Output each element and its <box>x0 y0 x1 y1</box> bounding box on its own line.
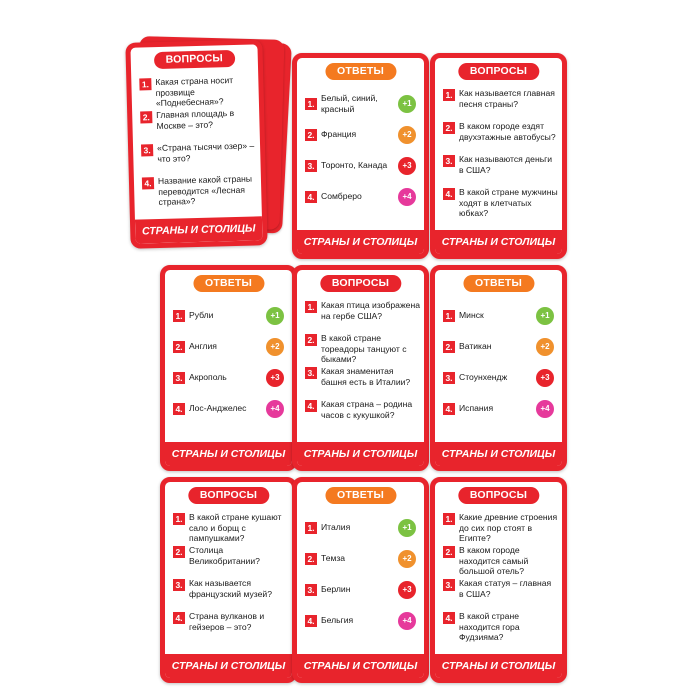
answer-item <box>443 362 554 393</box>
answer-list <box>305 512 416 636</box>
question-text: Какие древние строения до сих пор стоят в Египте? <box>459 512 558 544</box>
question-text: В какой стране кушают сало и борщ с пампушками? <box>189 512 282 544</box>
answer-item <box>305 605 416 636</box>
question-list <box>443 512 558 651</box>
card-header <box>130 44 258 71</box>
question-text: В какой стране тореадоры танцуют с быками? <box>321 333 407 365</box>
question-item <box>142 173 258 216</box>
item-number-badge: 2. <box>443 341 455 353</box>
points-badge: +3 <box>266 369 284 387</box>
question-card <box>125 39 267 249</box>
points-badge: +4 <box>398 188 416 206</box>
item-number-badge: 4. <box>305 400 317 412</box>
answer-text: Бельгия <box>321 615 354 626</box>
card-footer-category: СТРАНЫ И СТОЛИЦЫ <box>165 442 292 466</box>
answer-text: Акрополь <box>189 372 227 383</box>
answer-text: Франция <box>321 129 357 140</box>
questions-title-badge: ВОПРОСЫ <box>320 275 401 292</box>
item-number-badge: 4. <box>173 403 185 415</box>
question-item <box>443 187 558 227</box>
answer-list <box>173 300 284 424</box>
answer-item <box>305 119 416 150</box>
question-text: Как называются деньги в США? <box>459 154 553 175</box>
item-number-badge: 4. <box>142 177 154 189</box>
answer-text: Рубли <box>189 310 214 321</box>
item-number-badge: 4. <box>443 612 455 624</box>
answer-item <box>173 300 284 331</box>
item-number-badge: 2. <box>173 341 185 353</box>
answer-card <box>160 265 297 471</box>
item-number-badge: 2. <box>443 122 455 134</box>
points-badge: +4 <box>398 612 416 630</box>
question-item <box>141 140 257 176</box>
question-item <box>443 578 558 611</box>
answer-item <box>443 393 554 424</box>
answer-list <box>443 300 554 424</box>
question-text: Главная площадь в Москве – это? <box>156 108 235 131</box>
question-item <box>443 545 558 578</box>
question-text: В каком городе находится самый большой отель? <box>459 545 529 577</box>
question-text: Как называется главная песня страны? <box>459 88 555 109</box>
answer-text: Темза <box>321 553 346 564</box>
question-list <box>443 88 558 227</box>
question-item <box>443 512 558 545</box>
item-number-badge: 3. <box>173 372 185 384</box>
answers-title-badge: ОТВЕТЫ <box>193 275 264 292</box>
item-number-badge: 3. <box>305 584 317 596</box>
question-item <box>443 154 558 187</box>
points-badge: +4 <box>266 400 284 418</box>
item-number-badge: 1. <box>443 310 455 322</box>
question-item <box>140 107 256 143</box>
card-header <box>297 58 424 82</box>
item-number-badge: 3. <box>443 372 455 384</box>
question-item <box>443 121 558 154</box>
question-text: Название какой страны переводится «Лесная страна»? <box>157 173 253 208</box>
points-badge: +3 <box>398 581 416 599</box>
question-list <box>305 300 420 439</box>
card-footer-category: СТРАНЫ И СТОЛИЦЫ <box>135 216 263 243</box>
question-text: В какой стране мужчины ходят в клетчатых юбках? <box>459 187 558 219</box>
item-number-badge: 1. <box>139 78 151 90</box>
question-item <box>305 300 420 333</box>
card-footer-category: СТРАНЫ И СТОЛИЦЫ <box>435 654 562 678</box>
answer-item <box>305 543 416 574</box>
answer-item <box>305 574 416 605</box>
item-number-badge: 3. <box>173 579 185 591</box>
item-number-badge: 4. <box>305 191 317 203</box>
card-header <box>165 270 292 294</box>
card-header <box>435 270 562 294</box>
question-card <box>160 477 297 683</box>
answer-item <box>173 331 284 362</box>
points-badge: +1 <box>536 307 554 325</box>
item-number-badge: 3. <box>141 144 153 156</box>
item-number-badge: 2. <box>305 129 317 141</box>
question-text: Как называется французский музей? <box>189 578 272 599</box>
answer-item <box>443 331 554 362</box>
points-badge: +1 <box>398 519 416 537</box>
item-number-badge: 1. <box>305 98 317 110</box>
points-badge: +1 <box>266 307 284 325</box>
answer-text: Лос-Анджелес <box>189 403 247 414</box>
answer-item <box>173 393 284 424</box>
question-text: Страна вулканов и гейзеров – это? <box>189 611 265 632</box>
item-number-badge: 4. <box>443 188 455 200</box>
question-item <box>443 88 558 121</box>
question-card <box>430 477 567 683</box>
question-item <box>173 611 288 651</box>
answer-list <box>305 88 416 212</box>
points-badge: +2 <box>398 126 416 144</box>
points-badge: +1 <box>398 95 416 113</box>
item-number-badge: 4. <box>173 612 185 624</box>
card-header <box>165 482 292 506</box>
item-number-badge: 2. <box>173 546 185 558</box>
item-number-badge: 1. <box>305 301 317 313</box>
answer-item <box>443 300 554 331</box>
question-item <box>305 333 420 366</box>
card-footer-category: СТРАНЫ И СТОЛИЦЫ <box>297 654 424 678</box>
item-number-badge: 2. <box>305 553 317 565</box>
questions-title-badge: ВОПРОСЫ <box>188 487 269 504</box>
item-number-badge: 2. <box>140 111 152 123</box>
question-text: Столица Великобритании? <box>189 545 260 566</box>
points-badge: +2 <box>398 550 416 568</box>
card-footer-category: СТРАНЫ И СТОЛИЦЫ <box>165 654 292 678</box>
card-footer-category: СТРАНЫ И СТОЛИЦЫ <box>435 442 562 466</box>
answer-text: Италия <box>321 522 351 533</box>
item-number-badge: 1. <box>443 513 455 525</box>
answer-item <box>305 512 416 543</box>
points-badge: +3 <box>536 369 554 387</box>
answers-title-badge: ОТВЕТЫ <box>463 275 534 292</box>
card-header <box>297 482 424 506</box>
answer-text: Минск <box>459 310 484 321</box>
question-text: Какая страна носит прозвище «Поднебесная»? <box>155 75 234 109</box>
question-item <box>173 512 288 545</box>
question-text: Какая статуя – главная в США? <box>459 578 552 599</box>
answers-title-badge: ОТВЕТЫ <box>325 63 396 80</box>
question-item <box>305 366 420 399</box>
answer-item <box>305 181 416 212</box>
question-card <box>430 53 567 259</box>
questions-title-badge: ВОПРОСЫ <box>153 50 235 69</box>
item-number-badge: 1. <box>173 513 185 525</box>
answer-card <box>430 265 567 471</box>
questions-title-badge: ВОПРОСЫ <box>458 487 539 504</box>
question-item <box>173 545 288 578</box>
question-list <box>139 74 258 216</box>
question-text: Какая страна – родина часов с кукушкой? <box>321 399 413 420</box>
question-text: В каком городе ездят двухэтажные автобусы? <box>459 121 556 142</box>
answer-text: Испания <box>459 403 494 414</box>
item-number-badge: 2. <box>305 334 317 346</box>
question-item <box>305 399 420 439</box>
question-text: В какой стране находится гора Фудзияма? <box>459 611 520 643</box>
question-item <box>139 74 255 110</box>
question-text: Какая знаменитая башня есть в Италии? <box>321 366 411 387</box>
answer-item <box>173 362 284 393</box>
card-header <box>435 482 562 506</box>
item-number-badge: 3. <box>305 160 317 172</box>
points-badge: +2 <box>536 338 554 356</box>
points-badge: +4 <box>536 400 554 418</box>
answer-text: Торонто, Канада <box>321 160 388 171</box>
answer-text: Берлин <box>321 584 351 595</box>
question-item <box>173 578 288 611</box>
answer-item <box>305 150 416 181</box>
item-number-badge: 4. <box>305 615 317 627</box>
item-number-badge: 1. <box>443 89 455 101</box>
answer-text: Стоунхендж <box>459 372 508 383</box>
item-number-badge: 3. <box>305 367 317 379</box>
item-number-badge: 1. <box>305 522 317 534</box>
answer-card <box>292 477 429 683</box>
question-item <box>443 611 558 651</box>
item-number-badge: 3. <box>443 579 455 591</box>
answers-title-badge: ОТВЕТЫ <box>325 487 396 504</box>
question-card <box>292 265 429 471</box>
questions-title-badge: ВОПРОСЫ <box>458 63 539 80</box>
item-number-badge: 3. <box>443 155 455 167</box>
question-text: «Страна тысячи озер» – что это? <box>156 140 255 164</box>
question-list <box>173 512 288 651</box>
item-number-badge: 4. <box>443 403 455 415</box>
card-header <box>297 270 424 294</box>
answer-text: Ватикан <box>459 341 492 352</box>
answer-item <box>305 88 416 119</box>
item-number-badge: 2. <box>443 546 455 558</box>
item-number-badge: 1. <box>173 310 185 322</box>
card-header <box>435 58 562 82</box>
answer-text: Белый, синий, красный <box>321 92 378 114</box>
answer-card <box>292 53 429 259</box>
card-footer-category: СТРАНЫ И СТОЛИЦЫ <box>297 230 424 254</box>
card-footer-category: СТРАНЫ И СТОЛИЦЫ <box>297 442 424 466</box>
card-footer-category: СТРАНЫ И СТОЛИЦЫ <box>435 230 562 254</box>
answer-text: Англия <box>189 341 217 352</box>
answer-text: Сомбреро <box>321 191 362 202</box>
points-badge: +3 <box>398 157 416 175</box>
points-badge: +2 <box>266 338 284 356</box>
question-text: Какая птица изображена на гербе США? <box>321 300 420 321</box>
